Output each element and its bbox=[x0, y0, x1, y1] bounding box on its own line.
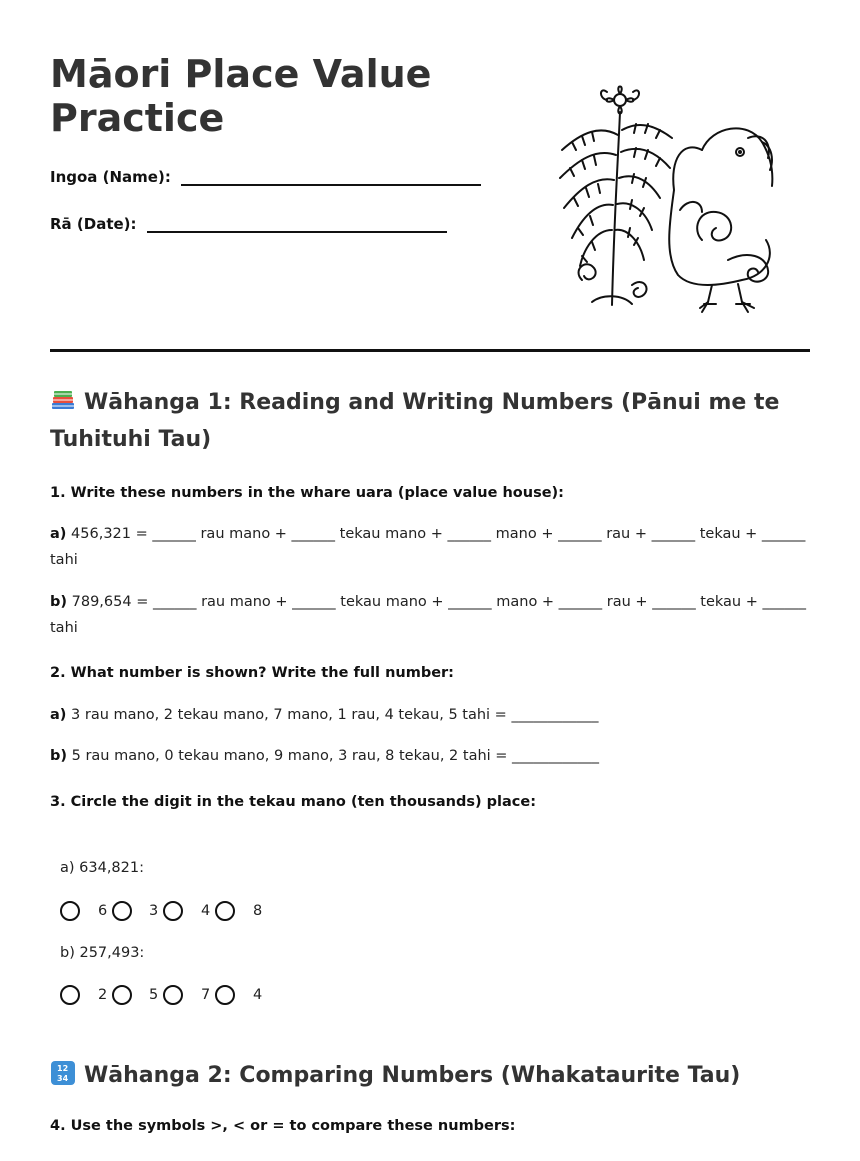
q3a-option-circle[interactable] bbox=[163, 901, 183, 921]
question-2a bbox=[50, 702, 810, 728]
q3b-option-digit: 2 bbox=[98, 987, 108, 1003]
q3a-option-digit: 8 bbox=[253, 903, 263, 919]
q1b-label: b) bbox=[50, 594, 68, 610]
q3b-option-digit: 7 bbox=[201, 987, 211, 1003]
name-label: Ingoa (Name): bbox=[50, 168, 171, 186]
header-divider bbox=[50, 349, 810, 352]
q3a-option-digit: 6 bbox=[98, 903, 108, 919]
question-3-prompt: 3. Circle the digit in the tekau mano (ten thousands) place: bbox=[50, 794, 537, 810]
date-label: Rā (Date): bbox=[50, 215, 137, 233]
question-1a bbox=[50, 521, 810, 573]
question-2b bbox=[50, 743, 810, 769]
section1-title: Wāhanga 1: Reading and Writing Numbers (Pānui me te Tuhituhi Tau) bbox=[50, 390, 780, 452]
q2b-text: 5 rau mano, 0 tekau mano, 9 mano, 3 rau, 8 tekau, 2 tahi = ____________ bbox=[71, 748, 600, 764]
q2a-label: a) bbox=[50, 707, 67, 723]
question-1-prompt: 1. Write these numbers in the whare uara (place value house): bbox=[50, 485, 564, 501]
svg-text:12: 12 bbox=[57, 1064, 69, 1073]
question-4-prompt: 4. Use the symbols >, < or = to compare these numbers: bbox=[50, 1118, 516, 1134]
q3b-option-digit: 5 bbox=[149, 987, 159, 1003]
q2b-label: b) bbox=[50, 748, 68, 764]
question-1b bbox=[50, 589, 810, 641]
question-2-prompt: 2. What number is shown? Write the full number: bbox=[50, 665, 454, 681]
flower-icon bbox=[601, 87, 639, 114]
page-title: Māori Place Value Practice bbox=[50, 52, 432, 140]
q3a-option-digit: 4 bbox=[201, 903, 211, 919]
q3b-option-circle[interactable] bbox=[60, 985, 80, 1005]
fern-and-bird-illustration bbox=[552, 80, 782, 315]
name-field bbox=[50, 166, 481, 186]
q2a-text: 3 rau mano, 2 tekau mano, 7 mano, 1 rau, 4 tekau, 5 tahi = ____________ bbox=[71, 707, 599, 723]
q1a-text: 456,321 = ______ rau mano + ______ tekau mano + ______ mano + ______ rau + ______ tekau + ______ tahi bbox=[50, 526, 806, 568]
name-line[interactable] bbox=[181, 166, 481, 186]
svg-text:34: 34 bbox=[57, 1074, 69, 1083]
q3a-label: a) 634,821: bbox=[60, 860, 144, 876]
q1b-text: 789,654 = ______ rau mano + ______ tekau mano + ______ mano + ______ rau + ______ tekau + ______ tahi bbox=[50, 594, 806, 636]
section1-heading bbox=[50, 384, 790, 458]
q3a-option-circle[interactable] bbox=[60, 901, 80, 921]
q3a-option-digit: 3 bbox=[149, 903, 159, 919]
bird-icon bbox=[669, 128, 772, 312]
section2-title: Wāhanga 2: Comparing Numbers (Whakataurite Tau) bbox=[84, 1063, 741, 1088]
section2-heading bbox=[50, 1057, 790, 1094]
q1a-label: a) bbox=[50, 526, 67, 542]
q3b-option-digit: 4 bbox=[253, 987, 263, 1003]
date-line[interactable] bbox=[147, 213, 447, 233]
q3b-option-circle[interactable] bbox=[215, 985, 235, 1005]
books-icon bbox=[50, 387, 76, 413]
q3a-option-circle[interactable] bbox=[215, 901, 235, 921]
q3b-option-circle[interactable] bbox=[163, 985, 183, 1005]
q3a-option-circle[interactable] bbox=[112, 901, 132, 921]
q3b-label: b) 257,493: bbox=[60, 945, 145, 961]
q3b-option-circle[interactable] bbox=[112, 985, 132, 1005]
date-field bbox=[50, 213, 447, 233]
numbers-keycap-icon bbox=[50, 1060, 76, 1086]
